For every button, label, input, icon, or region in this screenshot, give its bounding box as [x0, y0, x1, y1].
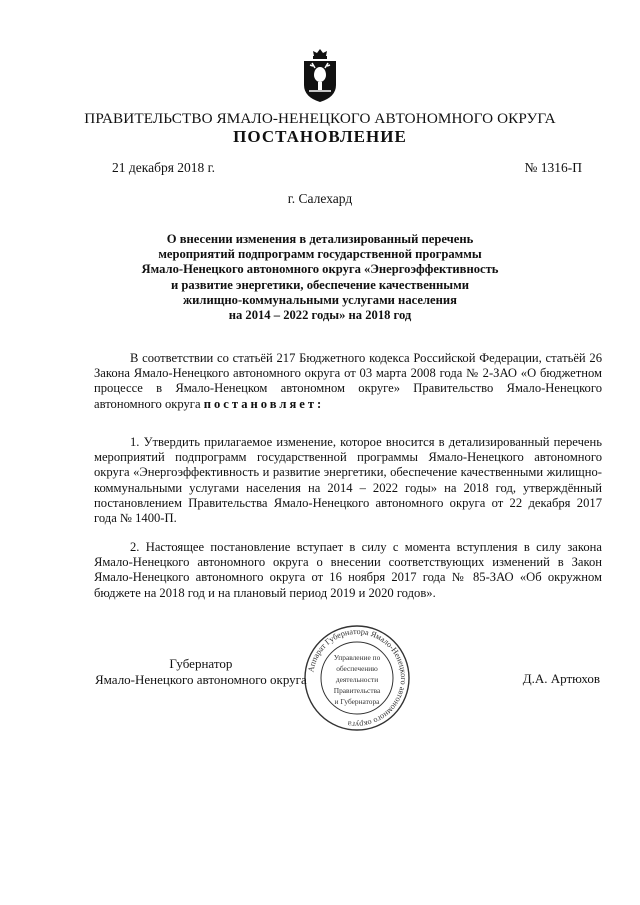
subject-line: на 2014 – 2022 годы» на 2018 год: [228, 308, 412, 323]
item-1-text: 1. Утвердить прилагаемое изменение, которое вносится в детализированный перечень мероприятий подпрограмм государственной программы Ямало-Ненецкого автономного округа «Энергоэффективность и развитие энергетики, обеспечение качественными жилищно-коммунальными услугами населения на 2014 – 2022 годы» на 2018 год, утверждённый постановлением Правительства Ямало-Ненецкого автономного округа от 22 декабря 2017 года № 1400-П.: [94, 435, 602, 526]
signer-name: Д.А. Артюхов: [522, 671, 600, 686]
signer-position-line: Губернатор: [169, 656, 233, 671]
document-number: № 1316-П: [524, 160, 582, 175]
subject-line: жилищно-коммунальными услугами населения: [183, 292, 457, 307]
preamble-paragraph: [94, 351, 602, 412]
document-subject: [112, 232, 528, 323]
signer-position: [95, 656, 307, 687]
stamp-ring-text: Аппарат Губернатора Ямало-Ненецкого автономного округа: [306, 626, 409, 730]
subject-line: Ямало-Ненецкого автономного округа «Энергоэффективность: [141, 262, 499, 277]
government-name: ПРАВИТЕЛЬСТВО ЯМАЛО-НЕНЕЦКОГО АВТОНОМНОГО ОКРУГА: [84, 110, 556, 127]
document-type: ПОСТАНОВЛЕНИЕ: [233, 127, 407, 146]
subject-line: О внесении изменения в детализированный перечень: [166, 232, 474, 246]
item-2-text: 2. Настоящее постановление вступает в силу с момента вступления в силу закона Ямало-Ненецкого автономного округа о внесении соответствующих изменений в Закон Ямало-Ненецкого автономного округа от 16 ноября 2017 года № 85-ЗАО «Об окружном бюджете на 2018 год и на плановый период 2019 и 2020 годов».: [94, 540, 602, 600]
item-2-paragraph: [94, 540, 602, 601]
document-city: г. Салехард: [287, 191, 353, 206]
stamp-line: Правительства: [333, 686, 381, 695]
coat-of-arms-icon: [301, 47, 339, 103]
stamp-line: и Губернатора: [334, 697, 380, 706]
signer-position-line: Ямало-Ненецкого автономного округа: [95, 671, 307, 687]
document-date: 21 декабря 2018 г.: [112, 160, 216, 175]
preamble-text: В соответствии со статьёй 217 Бюджетного кодекса Российской Федерации, статьёй 26 Закона Ямало-Ненецкого автономного округа от 03 марта 2008 года № 2-ЗАО «О бюджетном процессе в Ямало-Ненецком автономном округе» Правительство Ямало-Ненецкого автономного округа: [94, 351, 602, 411]
subject-line: и развитие энергетики, обеспечение качественными: [171, 277, 469, 292]
stamp-line: обеспечению: [336, 664, 378, 673]
stamp-line: Управление по: [333, 653, 381, 662]
official-stamp: [302, 623, 412, 733]
item-1-paragraph: [94, 435, 602, 526]
decree-word: постановляет:: [203, 396, 325, 411]
stamp-line: деятельности: [335, 675, 379, 684]
subject-line: мероприятий подпрограмм государственной программы: [158, 247, 482, 262]
